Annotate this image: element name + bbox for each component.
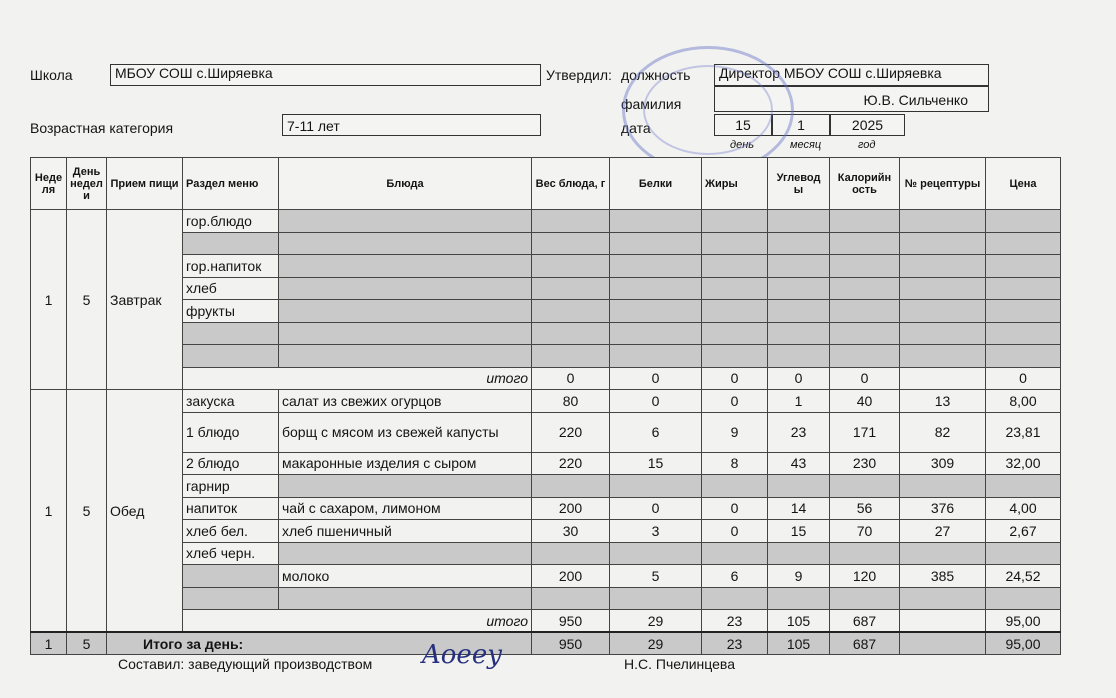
price-cell: 23,81 bbox=[986, 412, 1061, 452]
recipe-cell bbox=[900, 322, 986, 345]
dish-cell: молоко bbox=[279, 565, 532, 588]
price-cell bbox=[986, 475, 1061, 498]
fat-cell: 0 bbox=[702, 497, 768, 520]
week-cell: 1 bbox=[31, 390, 67, 633]
table-row bbox=[31, 210, 1061, 233]
price-cell bbox=[986, 300, 1061, 323]
dish-cell: салат из свежих огурцов bbox=[279, 390, 532, 413]
weight-cell bbox=[532, 475, 610, 498]
protein-cell: 3 bbox=[610, 520, 702, 543]
recipe-cell bbox=[900, 210, 986, 233]
calories-cell bbox=[830, 277, 900, 300]
weight-cell bbox=[532, 322, 610, 345]
weight-cell bbox=[532, 277, 610, 300]
column-header: Неде ля bbox=[31, 158, 67, 210]
protein-cell: 0 bbox=[610, 367, 702, 390]
age-category-field: 7-11 лет bbox=[282, 114, 541, 136]
section-cell: фрукты bbox=[183, 300, 279, 323]
week-cell: 1 bbox=[31, 632, 67, 655]
calories-cell: 56 bbox=[830, 497, 900, 520]
carbs-cell: 23 bbox=[768, 412, 830, 452]
protein-cell bbox=[610, 345, 702, 368]
fat-cell bbox=[702, 322, 768, 345]
subtotal-label: итого bbox=[183, 367, 532, 390]
meal-cell: Обед bbox=[107, 390, 183, 633]
calories-cell: 40 bbox=[830, 390, 900, 413]
weight-cell bbox=[532, 345, 610, 368]
section-cell: 2 блюдо bbox=[183, 452, 279, 475]
weight-cell bbox=[532, 300, 610, 323]
price-cell bbox=[986, 322, 1061, 345]
section-cell: 1 блюдо bbox=[183, 412, 279, 452]
weight-cell: 0 bbox=[532, 367, 610, 390]
protein-cell bbox=[610, 587, 702, 610]
calories-cell bbox=[830, 322, 900, 345]
recipe-cell: 27 bbox=[900, 520, 986, 543]
dish-cell bbox=[279, 587, 532, 610]
fat-cell bbox=[702, 210, 768, 233]
price-cell: 95,00 bbox=[986, 610, 1061, 633]
carbs-cell bbox=[768, 210, 830, 233]
fat-cell bbox=[702, 277, 768, 300]
carbs-cell: 105 bbox=[768, 610, 830, 633]
calories-cell: 687 bbox=[830, 610, 900, 633]
year-caption: год bbox=[858, 139, 876, 151]
table-row bbox=[31, 390, 1061, 413]
subtotal-row bbox=[31, 367, 1061, 390]
dish-cell bbox=[279, 475, 532, 498]
calories-cell bbox=[830, 475, 900, 498]
recipe-cell bbox=[900, 367, 986, 390]
fat-cell bbox=[702, 345, 768, 368]
day-total-row bbox=[31, 632, 1061, 655]
table-row bbox=[31, 452, 1061, 475]
calories-cell: 171 bbox=[830, 412, 900, 452]
protein-cell: 29 bbox=[610, 610, 702, 633]
fat-cell bbox=[702, 542, 768, 565]
date-label: дата bbox=[621, 120, 651, 136]
carbs-cell bbox=[768, 345, 830, 368]
compiled-by-label: Составил: заведующий производством bbox=[118, 656, 373, 672]
carbs-cell: 1 bbox=[768, 390, 830, 413]
fat-cell bbox=[702, 475, 768, 498]
fat-cell bbox=[702, 255, 768, 278]
carbs-cell bbox=[768, 300, 830, 323]
table-row bbox=[31, 345, 1061, 368]
calories-cell bbox=[830, 210, 900, 233]
weight-cell bbox=[532, 210, 610, 233]
price-cell bbox=[986, 210, 1061, 233]
column-header: Прием пищи bbox=[107, 158, 183, 210]
table-row bbox=[31, 497, 1061, 520]
subtotal-label: итого bbox=[183, 610, 532, 633]
dish-cell bbox=[279, 232, 532, 255]
calories-cell bbox=[830, 300, 900, 323]
column-header: № рецептуры bbox=[900, 158, 986, 210]
column-header: Цена bbox=[986, 158, 1061, 210]
recipe-cell bbox=[900, 587, 986, 610]
dish-cell: хлеб пшеничный bbox=[279, 520, 532, 543]
dish-cell bbox=[279, 300, 532, 323]
price-cell: 2,67 bbox=[986, 520, 1061, 543]
section-cell: закуска bbox=[183, 390, 279, 413]
price-cell: 95,00 bbox=[986, 632, 1061, 655]
section-cell bbox=[183, 322, 279, 345]
table-row bbox=[31, 277, 1061, 300]
recipe-cell bbox=[900, 255, 986, 278]
compiler-name: Н.С. Пчелинцева bbox=[624, 656, 736, 672]
column-header: Жиры bbox=[702, 158, 768, 210]
protein-cell: 5 bbox=[610, 565, 702, 588]
carbs-cell: 9 bbox=[768, 565, 830, 588]
column-header: Белки bbox=[610, 158, 702, 210]
carbs-cell bbox=[768, 255, 830, 278]
subtotal-row bbox=[31, 610, 1061, 633]
section-cell: гор.блюдо bbox=[183, 210, 279, 233]
table-row bbox=[31, 232, 1061, 255]
fat-cell: 0 bbox=[702, 390, 768, 413]
dish-cell: борщ с мясом из свежей капусты bbox=[279, 412, 532, 452]
section-cell bbox=[183, 587, 279, 610]
dish-cell bbox=[279, 542, 532, 565]
weight-cell: 30 bbox=[532, 520, 610, 543]
calories-cell: 230 bbox=[830, 452, 900, 475]
fat-cell bbox=[702, 232, 768, 255]
price-cell bbox=[986, 277, 1061, 300]
table-row bbox=[31, 587, 1061, 610]
fat-cell: 0 bbox=[702, 520, 768, 543]
price-cell bbox=[986, 345, 1061, 368]
column-header: Раздел меню bbox=[183, 158, 279, 210]
weight-cell: 950 bbox=[532, 632, 610, 655]
fat-cell bbox=[702, 300, 768, 323]
section-cell bbox=[183, 232, 279, 255]
dish-cell bbox=[279, 322, 532, 345]
recipe-cell bbox=[900, 542, 986, 565]
section-cell: напиток bbox=[183, 497, 279, 520]
recipe-cell bbox=[900, 277, 986, 300]
fat-cell: 9 bbox=[702, 412, 768, 452]
calories-cell: 0 bbox=[830, 367, 900, 390]
weight-cell: 950 bbox=[532, 610, 610, 633]
protein-cell bbox=[610, 210, 702, 233]
calories-cell bbox=[830, 587, 900, 610]
carbs-cell bbox=[768, 232, 830, 255]
table-row bbox=[31, 520, 1061, 543]
weight-cell bbox=[532, 587, 610, 610]
surname-label: фамилия bbox=[621, 96, 682, 112]
column-header: Углевод ы bbox=[768, 158, 830, 210]
price-cell bbox=[986, 255, 1061, 278]
price-cell bbox=[986, 542, 1061, 565]
calories-cell: 120 bbox=[830, 565, 900, 588]
section-cell: гор.напиток bbox=[183, 255, 279, 278]
school-label: Школа bbox=[30, 67, 73, 83]
section-cell: гарнир bbox=[183, 475, 279, 498]
calories-cell bbox=[830, 232, 900, 255]
price-cell: 4,00 bbox=[986, 497, 1061, 520]
approved-label: Утвердил: bbox=[546, 67, 612, 83]
weight-cell: 200 bbox=[532, 497, 610, 520]
recipe-cell bbox=[900, 232, 986, 255]
section-cell: хлеб bbox=[183, 277, 279, 300]
table-row bbox=[31, 300, 1061, 323]
fat-cell: 6 bbox=[702, 565, 768, 588]
carbs-cell bbox=[768, 587, 830, 610]
table-row bbox=[31, 322, 1061, 345]
column-header: Вес блюда, г bbox=[532, 158, 610, 210]
carbs-cell bbox=[768, 277, 830, 300]
weight-cell: 220 bbox=[532, 452, 610, 475]
table-row bbox=[31, 565, 1061, 588]
protein-cell: 29 bbox=[610, 632, 702, 655]
position-label: должность bbox=[621, 67, 691, 83]
carbs-cell: 0 bbox=[768, 367, 830, 390]
weight-cell bbox=[532, 542, 610, 565]
table-row bbox=[31, 542, 1061, 565]
recipe-cell: 385 bbox=[900, 565, 986, 588]
protein-cell bbox=[610, 542, 702, 565]
date-year-field: 2025 bbox=[830, 114, 905, 136]
protein-cell: 15 bbox=[610, 452, 702, 475]
column-header: Калорийн ость bbox=[830, 158, 900, 210]
section-cell bbox=[183, 565, 279, 588]
recipe-cell bbox=[900, 632, 986, 655]
protein-cell bbox=[610, 300, 702, 323]
week-cell: 1 bbox=[31, 210, 67, 390]
fat-cell: 8 bbox=[702, 452, 768, 475]
table-row bbox=[31, 475, 1061, 498]
weight-cell: 80 bbox=[532, 390, 610, 413]
table-row bbox=[31, 412, 1061, 452]
recipe-cell bbox=[900, 300, 986, 323]
day-total-label: Итого за день: bbox=[107, 632, 532, 655]
price-cell bbox=[986, 587, 1061, 610]
carbs-cell: 43 bbox=[768, 452, 830, 475]
weight-cell bbox=[532, 255, 610, 278]
recipe-cell: 82 bbox=[900, 412, 986, 452]
official-stamp bbox=[622, 46, 794, 174]
carbs-cell: 15 bbox=[768, 520, 830, 543]
price-cell bbox=[986, 232, 1061, 255]
recipe-cell bbox=[900, 610, 986, 633]
carbs-cell: 105 bbox=[768, 632, 830, 655]
section-cell: хлеб бел. bbox=[183, 520, 279, 543]
dish-cell bbox=[279, 277, 532, 300]
protein-cell: 0 bbox=[610, 390, 702, 413]
calories-cell bbox=[830, 255, 900, 278]
day-cell: 5 bbox=[67, 390, 107, 633]
school-field: МБОУ СОШ с.Ширяевка bbox=[110, 64, 541, 86]
protein-cell bbox=[610, 322, 702, 345]
fat-cell: 23 bbox=[702, 610, 768, 633]
weight-cell bbox=[532, 232, 610, 255]
protein-cell: 0 bbox=[610, 497, 702, 520]
handwritten-signature: Aoeey bbox=[422, 640, 502, 670]
column-header: Блюда bbox=[279, 158, 532, 210]
weight-cell: 220 bbox=[532, 412, 610, 452]
dish-cell bbox=[279, 255, 532, 278]
carbs-cell: 14 bbox=[768, 497, 830, 520]
position-field: Директор МБОУ СОШ с.Ширяевка bbox=[714, 64, 989, 86]
calories-cell bbox=[830, 345, 900, 368]
price-cell: 32,00 bbox=[986, 452, 1061, 475]
recipe-cell bbox=[900, 475, 986, 498]
day-caption: день bbox=[730, 139, 755, 151]
protein-cell: 6 bbox=[610, 412, 702, 452]
recipe-cell bbox=[900, 345, 986, 368]
fat-cell: 0 bbox=[702, 367, 768, 390]
table-header-row bbox=[31, 158, 1061, 210]
protein-cell bbox=[610, 255, 702, 278]
calories-cell bbox=[830, 542, 900, 565]
fat-cell: 23 bbox=[702, 632, 768, 655]
date-day-field: 15 bbox=[714, 114, 772, 136]
carbs-cell bbox=[768, 475, 830, 498]
protein-cell bbox=[610, 232, 702, 255]
protein-cell bbox=[610, 277, 702, 300]
calories-cell: 687 bbox=[830, 632, 900, 655]
month-caption: месяц bbox=[790, 139, 822, 151]
table-row bbox=[31, 255, 1061, 278]
surname-field: Ю.В. Сильченко bbox=[714, 86, 989, 112]
menu-table bbox=[30, 157, 1061, 655]
calories-cell: 70 bbox=[830, 520, 900, 543]
recipe-cell: 309 bbox=[900, 452, 986, 475]
section-cell: хлеб черн. bbox=[183, 542, 279, 565]
recipe-cell: 376 bbox=[900, 497, 986, 520]
price-cell: 0 bbox=[986, 367, 1061, 390]
dish-cell: макаронные изделия с сыром bbox=[279, 452, 532, 475]
meal-cell: Завтрак bbox=[107, 210, 183, 390]
dish-cell bbox=[279, 345, 532, 368]
dish-cell bbox=[279, 210, 532, 233]
fat-cell bbox=[702, 587, 768, 610]
carbs-cell bbox=[768, 542, 830, 565]
dish-cell: чай с сахаром, лимоном bbox=[279, 497, 532, 520]
protein-cell bbox=[610, 475, 702, 498]
date-month-field: 1 bbox=[772, 114, 830, 136]
column-header: День недел и bbox=[67, 158, 107, 210]
recipe-cell: 13 bbox=[900, 390, 986, 413]
day-cell: 5 bbox=[67, 632, 107, 655]
price-cell: 24,52 bbox=[986, 565, 1061, 588]
weight-cell: 200 bbox=[532, 565, 610, 588]
age-category-label: Возрастная категория bbox=[30, 120, 174, 136]
price-cell: 8,00 bbox=[986, 390, 1061, 413]
section-cell bbox=[183, 345, 279, 368]
day-cell: 5 bbox=[67, 210, 107, 390]
carbs-cell bbox=[768, 322, 830, 345]
